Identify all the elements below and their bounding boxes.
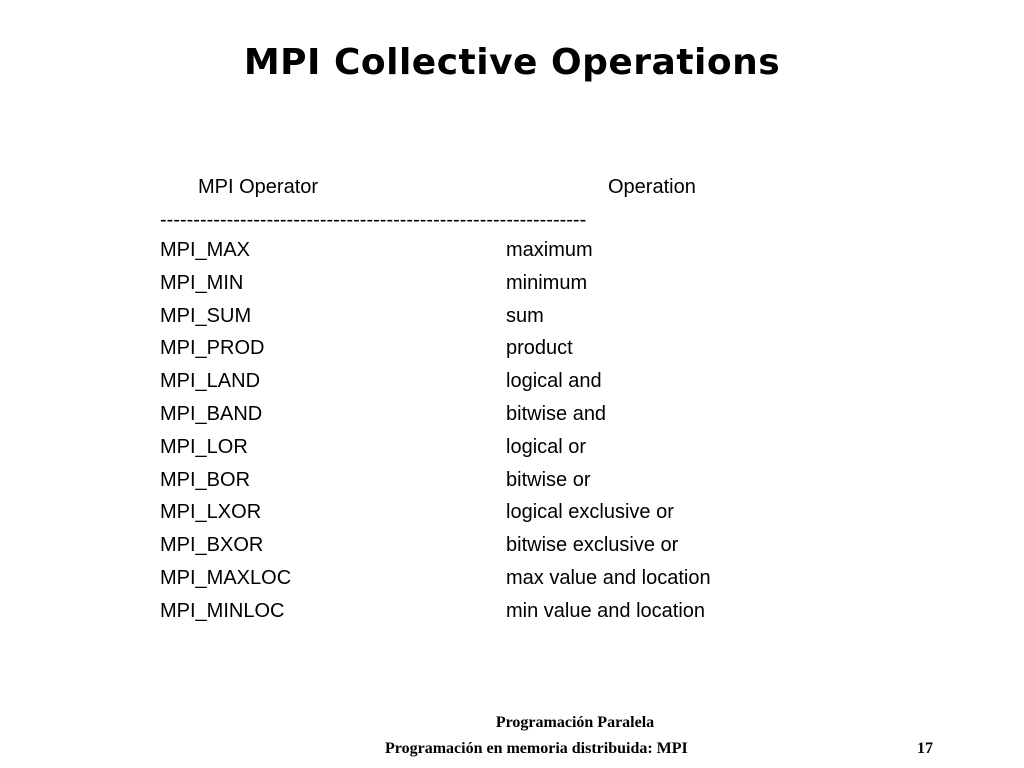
table-row [160, 332, 800, 365]
table-row [160, 267, 800, 300]
table-row [160, 562, 800, 595]
operation-description: logical or [506, 435, 587, 458]
operators-table [160, 176, 800, 628]
operation-description: maximum [506, 239, 593, 261]
operation-description: min value and location [506, 599, 706, 622]
operator-name: MPI_BAND [160, 402, 263, 425]
operation-description: bitwise and [506, 402, 607, 425]
footer-course: Programación Paralela [495, 714, 655, 731]
header-mpi-operator: MPI Operator [198, 176, 319, 198]
operator-name: MPI_SUM [160, 304, 252, 327]
operator-name: MPI_BXOR [160, 534, 264, 557]
operation-description: sum [506, 304, 544, 327]
footer-topic: Programación en memoria distribuida: MPI [385, 740, 688, 757]
operation-description: product [506, 337, 573, 360]
operator-name: MPI_MAX [160, 239, 251, 261]
operation-description: bitwise or [506, 468, 591, 491]
operator-name: MPI_LAND [160, 370, 261, 393]
operation-description: minimum [506, 271, 588, 294]
table-row [160, 234, 800, 267]
slide-title: MPI Collective Operations [243, 42, 781, 83]
header-operation: Operation [608, 176, 696, 198]
table-header [160, 176, 800, 206]
page-number: 17 [917, 740, 933, 757]
table-row [160, 398, 800, 431]
table-row [160, 431, 800, 464]
operator-name: MPI_MINLOC [160, 599, 285, 622]
table-row [160, 529, 800, 562]
operator-name: MPI_LXOR [160, 501, 262, 524]
table-row [160, 365, 800, 398]
operation-description: logical and [506, 370, 602, 393]
operator-name: MPI_BOR [160, 468, 251, 491]
table-row [160, 595, 800, 628]
operator-name: MPI_LOR [160, 435, 248, 458]
operator-name: MPI_MIN [160, 271, 244, 294]
operator-name: MPI_PROD [160, 337, 265, 360]
operator-name: MPI_MAXLOC [160, 566, 292, 589]
operation-description: bitwise exclusive or [506, 534, 679, 557]
table-row [160, 300, 800, 333]
operation-description: max value and location [506, 566, 711, 589]
operation-description: logical exclusive or [506, 501, 674, 524]
table-row [160, 496, 800, 529]
header-divider: ---------------------------------------------------------------- [160, 209, 587, 231]
table-row [160, 464, 800, 497]
